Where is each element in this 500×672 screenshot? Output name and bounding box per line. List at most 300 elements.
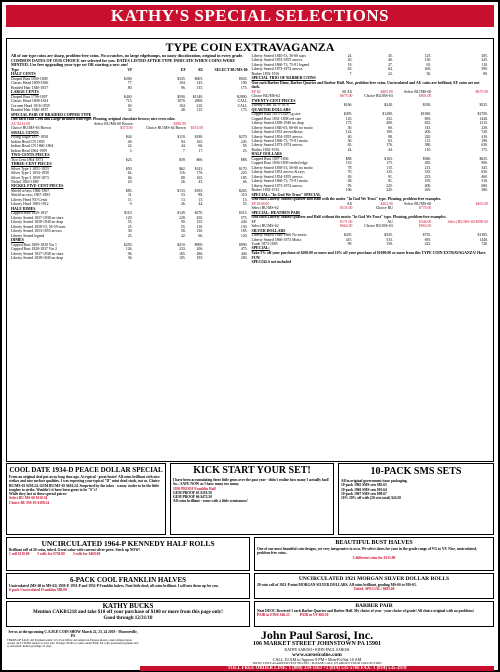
table-cell: 1215. [479, 121, 488, 126]
kick-item-4: All coins brilliant - some with a little semicameo! [173, 499, 248, 504]
table-cell: 265. [424, 67, 432, 72]
table-cell: 25. [242, 148, 248, 153]
table-cell: Braided Hair 1840-1857 [11, 108, 49, 113]
table-cell: $990. [238, 242, 248, 247]
cool-date-text: From an original deal put away long time ago. As typical - great luster! All coins brilliant with nice strikes and nice surface qualities. I was expecting your typical "D" mint dead stock, not so. Choice BU/MS-63 $230.24. GEM BU/MS-65 $610.24. Surprised by the tokes - waxay cooler to be the little tougher to strike. Wouldn't it have been great to be "S"s? [9, 475, 160, 492]
footer-hours: CALL 10 AM to Approx 9 PM • Mon-Fri/Sat 10 AM [272, 656, 362, 662]
table-cell: 9. [129, 202, 133, 207]
table-cell: 126. [125, 247, 133, 252]
footer-call-line: WANT LISTS AGGRESSIVELY FILLED • PLEASE CALL US ABOUT YOUR COLLECTION [252, 661, 382, 666]
table-cell: 290. [240, 256, 248, 261]
table-cell: $250. [123, 242, 133, 247]
table-cell: 460. [481, 174, 488, 179]
table-cell: 228. [179, 215, 186, 220]
morgan-price: Tubed. SPECIAL! $685.00 [353, 586, 395, 591]
table-cell: 25. [127, 224, 133, 229]
kennedy-price-1: 1 roll $110.00 [9, 552, 30, 557]
table-cell: 720. [481, 130, 488, 135]
table-cell: $110. [124, 211, 133, 216]
table-cell: 7. [182, 148, 186, 153]
table-cell: Capped Bust 1807-1836 [251, 156, 289, 161]
sms-item-2: 10-pack 1966 SMS sets $91.64 [341, 487, 387, 492]
table-cell: 65. [347, 143, 353, 148]
section-title: TWENTY-CENT PIECES [251, 98, 296, 103]
table-cell: Liberty Seated 1854-1855 arrows [251, 134, 303, 139]
table-cell: $535.00 [340, 206, 353, 211]
table-cell: 115. [424, 139, 432, 144]
table-cell: 680. [481, 183, 488, 188]
table-cell: 30. [347, 125, 353, 130]
type-coin-right-table [252, 54, 490, 264]
barber-pair-vf: PAIR in VF $68.50 [299, 613, 329, 618]
table-cell: 20. [347, 58, 353, 63]
table-cell: 13. [198, 197, 204, 202]
table-cell: Barber 1892-1916 [251, 71, 280, 76]
table-cell: 64. [388, 67, 393, 72]
table-cell: 15. [242, 197, 248, 202]
table-row [11, 256, 249, 260]
franklin-box [6, 573, 250, 599]
table-cell: 285. [424, 161, 432, 166]
table-cell: 116. [179, 171, 186, 176]
kennedy-price-3: 3 rolls for $469.00 [72, 552, 101, 557]
section-title: SPECIAL: HEATHEN PAIR [251, 210, 300, 215]
table-cell: $88. [240, 157, 248, 162]
table-cell: $373.00 [120, 126, 133, 131]
section-title: QUARTER DOLLARS [251, 107, 291, 112]
table-cell: 145. [345, 116, 353, 121]
table-cell: 32. [127, 108, 133, 113]
table-cell: 533. [386, 237, 393, 242]
table-cell: $440. [123, 94, 133, 99]
table-cell: Capped Bust 1829-1837 [11, 211, 48, 216]
table-cell: $735. [422, 233, 432, 238]
table-cell: Liberty Head 1883-1912 [11, 202, 49, 207]
table-cell: Shield w/rays 1866-1867 [11, 189, 50, 193]
table-cell: EF [251, 219, 256, 224]
table-cell: 96. [127, 251, 133, 256]
table-cell: $625. [479, 156, 488, 161]
table-cell: 205. [481, 54, 488, 58]
kennedy-price-2: 5 rolls for $750.00 [37, 552, 65, 557]
col-bu: SELECT BU/MS-60 [214, 67, 248, 72]
type-coin-left-body [11, 72, 249, 260]
table-cell: 66. [198, 144, 204, 149]
table-cell: $270. [238, 135, 248, 140]
table-cell: 245. [386, 188, 393, 193]
table-cell: $1280. [382, 112, 393, 117]
table-cell: Capped Bust 1831-1838 red size [251, 116, 302, 121]
table-cell: 215. [424, 165, 432, 170]
table-cell: Liberty Seated 1866-73, 75-91 motto [251, 139, 308, 144]
table-cell: 53. [181, 193, 186, 198]
table-cell: 99. [347, 242, 353, 247]
table-cell: 175. [240, 85, 248, 90]
section-title: SPECIAL: "In God We Trust" SPECIAL [251, 192, 321, 197]
franklin-text: Uncirculated (MS-60 to MS-62) 1950-P, 1951-P and 1952-P Franklin halves. Neat little deal; all coins brilliant. I will mix them up for you. [9, 584, 219, 588]
table-cell: $410. [177, 242, 186, 247]
table-cell: Select BU/MS-60 Brown [94, 121, 133, 126]
table-cell: 233. [179, 247, 186, 252]
table-cell: Liberty Seated 1873-1874 arrows [251, 143, 303, 148]
table-cell: Select BU/MS-60 [404, 201, 432, 206]
table-cell: 60. [388, 125, 393, 130]
table-cell: $163. [384, 156, 393, 161]
table-cell: 115. [386, 165, 393, 170]
section-title: TWO CENTS PIECES [11, 152, 50, 157]
table-cell: CALL [237, 103, 248, 108]
table-cell: 252. [386, 116, 393, 121]
sms-item-1: 10-pack 1965 SMS sets $85.65 [341, 483, 387, 488]
table-cell: CALL [237, 99, 248, 104]
table-cell: 19. [347, 62, 353, 67]
table-cell: 26. [181, 202, 186, 207]
table-cell: $1385. [477, 233, 488, 238]
table-cell: Nickel 1865-1889 [11, 179, 39, 184]
table-cell: 210. [196, 103, 204, 108]
table-cell: 245. [481, 58, 488, 63]
table-cell: 24. [347, 147, 353, 152]
table-cell: Liberty Head NO Cents [11, 197, 48, 202]
section-title: SPECIAL: [251, 246, 270, 251]
table-cell: 110. [196, 224, 204, 229]
table-cell: Liberty Seated 1866-73, 75-91 motto [251, 179, 308, 184]
bust-halves-text: One of our most beautiful coin designs, yet very inexpensive to own. We select dates for your in the grade range of VG to VF. Nice, uncirculated, problem-free coins. [257, 547, 477, 556]
table-cell: 110. [424, 147, 432, 152]
table-cell: 220. [424, 134, 432, 139]
table-cell: Liberty Seated 1853-1855 arrows [251, 58, 303, 63]
type-coin-left-column [11, 54, 249, 264]
table-cell: 176. [386, 143, 393, 148]
table-cell: Indian Head 1864-1909 [11, 148, 48, 153]
section-title: SMALL CENTS [11, 130, 39, 135]
table-cell: 135. [196, 85, 204, 90]
col-ef: EF [180, 67, 186, 72]
franklin-price: 6-pack Uncirculated Franklins $88.00 [9, 588, 67, 593]
table-cell: 400. [424, 183, 432, 188]
barber-pair-title: BARBER PAIR [355, 603, 393, 609]
bust-halves-box [254, 537, 494, 571]
table-cell: 31. [127, 193, 133, 198]
barber-pair-box [254, 601, 494, 627]
morgan-title: UNCIRCULATED 1921 MORGAN SILVER DOLLAR ROLLS [298, 576, 450, 582]
table-cell: Liberty Seated 1840-1866 No motto [251, 233, 307, 238]
table-cell: 2860. [194, 99, 204, 104]
kick-item-3: GEM PROOF 66 $472.50 [173, 495, 212, 500]
table-cell: 77. [127, 81, 133, 86]
table-cell: 410. [481, 134, 488, 139]
table-cell: 26. [181, 179, 186, 184]
table-cell: Choice BU/MS-63 [364, 94, 393, 99]
cool-date-box [6, 463, 166, 535]
section-title: LARGE CENTS [11, 90, 39, 95]
kathy-bucks-line-2: Good through 12/31/18 [103, 615, 153, 621]
table-cell: 120. [240, 233, 248, 238]
table-cell: Indian Head CN 1860-1864 [11, 144, 54, 149]
table-cell: 44. [388, 147, 393, 152]
franklin-title: 6-PACK COOL FRANKLIN HALVES [69, 576, 187, 584]
table-cell: 27. [388, 62, 393, 67]
footer-company-block [140, 628, 494, 672]
cool-date-note: While they last at these special prices: [9, 492, 68, 497]
table-cell: Choice BU/MS-62 [251, 94, 281, 99]
table-cell: 40. [127, 139, 133, 144]
table-cell: 335. [424, 170, 432, 175]
table-cell: Classic Head 1808-1814 [11, 99, 49, 104]
table-cell: $200. [123, 76, 133, 81]
table-cell: 104. [179, 81, 186, 86]
table-cell: $170. [238, 166, 248, 171]
table-cell: Liberty Seated 1840-53, 56-60 stars [251, 54, 307, 58]
table-cell: Choice BU [375, 206, 393, 211]
kathy-bucks-box [6, 601, 250, 627]
table-cell: Capped Bust 1815-1828 Lg size [251, 112, 301, 117]
table-cell: $605. [194, 76, 204, 81]
table-cell: 575. [240, 215, 248, 220]
kennedy-box [6, 537, 250, 571]
table-cell: Barber 1892-1915 [251, 188, 280, 193]
footer [6, 628, 494, 672]
kick-start-title: KICK START YOUR SET! [193, 465, 311, 476]
table-cell: Liberty Seated 1853 arrows & rays [251, 170, 305, 175]
barber-pair-items [257, 613, 491, 617]
table-cell: 70. [347, 170, 353, 175]
table-cell: 42. [181, 233, 186, 238]
table-cell: $963.00 [418, 224, 432, 229]
table-cell: Select BU/MS-62 [251, 206, 279, 211]
table-cell: $551.00 [190, 126, 204, 131]
table-cell: 88. [198, 193, 204, 198]
section-title: DIMES [11, 238, 24, 243]
table-cell: 66. [127, 175, 133, 180]
table-cell: AU $214.00 [11, 121, 30, 126]
table-cell: Barber 1892-1916 [251, 147, 280, 152]
table-cell: 110. [345, 161, 353, 166]
table-cell: 695. [424, 116, 432, 121]
table-cell: 190. [481, 139, 488, 144]
table-cell: 175. [481, 147, 488, 152]
table-cell: 380. [481, 188, 488, 193]
table-cell: Liberty Seated 1873-1874 arrows [251, 183, 303, 188]
table-cell: 104. [179, 103, 186, 108]
table-cell: $2800. [237, 94, 248, 99]
table-cell: Liberty Seated 1854-1855 arrows [251, 174, 303, 179]
table-cell: 90. [181, 220, 186, 225]
table-cell: AU [387, 219, 393, 224]
table-cell: 36. [127, 256, 133, 261]
table-cell: 80. [483, 71, 488, 76]
table-cell: 66. [242, 179, 248, 184]
table-cell: $143. [194, 166, 204, 171]
table-cell: 63. [388, 139, 393, 144]
table-cell: 165. [179, 251, 186, 256]
table-cell: $149. [177, 211, 186, 216]
table-cell: 66. [198, 233, 204, 238]
section-title: SILVER DOLLARS [251, 228, 286, 233]
table-cell: $23. [125, 157, 133, 162]
table-cell: 475. [240, 247, 248, 252]
table-cell: Liberty Seated 1866-1873 Motto [251, 237, 302, 242]
table-row [252, 260, 490, 264]
sms-box [338, 463, 494, 535]
footer-names: KATHY SAROSI • JOHN PAUL SAROSI [284, 647, 350, 652]
table-cell: Choice BU/MS-63 [364, 224, 393, 229]
table-cell: Coronet Head 1816-1839 [11, 103, 50, 108]
table-cell: 129. [125, 215, 133, 220]
table-cell: Silver Type 3 1859-1873 [11, 175, 49, 180]
table-cell: Liberty Seated 1837-1838 no stars [11, 215, 64, 220]
table-cell: 30. [347, 139, 353, 144]
table-cell: 200. [424, 130, 432, 135]
table-cell: $2700. [477, 112, 488, 117]
table-cell: 95. [347, 183, 353, 188]
table-cell: 130. [196, 229, 204, 234]
col-type: Type [11, 67, 19, 72]
table-cell: $900. [194, 242, 204, 247]
table-cell: 80. [127, 85, 133, 90]
table-cell: 715. [125, 99, 133, 104]
kick-item-2: GEM PROOF 65 $118.50 [173, 490, 212, 495]
table-cell: 165. [196, 175, 204, 180]
table-cell: $133. [177, 189, 186, 193]
table-cell: $240. [384, 103, 393, 108]
sms-item-4: 10% 20% off with (20 sets total) $24.50 [341, 496, 402, 501]
table-cell: 145. [424, 125, 432, 130]
section-title: SPECIAL TRIO OF BARBER COINS [251, 76, 316, 81]
table-cell: $166. [343, 103, 353, 108]
table-cell: $675.00 [340, 94, 353, 99]
table-cell: One each Half Cent and Large Braided Hair type. Pleasing, original chocolate brown; nice even color. [11, 117, 176, 122]
table-cell: $405.00 [380, 89, 393, 94]
table-cell: 190. [240, 81, 248, 86]
table-cell: Liberty Seated 1860-73, 75-91 legend [251, 62, 310, 67]
table-cell: Liberty Seated 1837-1838 no stars [11, 251, 64, 256]
table-cell: 106. [345, 188, 353, 193]
footer-order-line: TOLL FREE ORDER LINE: 1 (800) 334-1163 [227, 666, 322, 672]
table-cell: $171.00 [340, 219, 353, 224]
kennedy-prices [9, 552, 247, 556]
type-coin-intro: All of our type coins are sharp, problem-free coins. No scratches, no large edgebumps, no nasty discoloration, original in every grade. COMMON DATES OF OUR CHOICE are selected for you. DATES LISTED AFTER TYPE INDICATE WHEN COINS WERE MINTED. Use free upgrading your type set OR starting a new one! [11, 53, 244, 68]
section-title: NICKEL FIVE-CENT PIECES [11, 184, 64, 189]
table-cell: Choice BU/MS-63 Brown [11, 126, 51, 131]
table-cell: $262.00 [380, 201, 393, 206]
table-cell: 390. [481, 67, 488, 72]
table-cell: $525. [479, 103, 488, 108]
cool-date-price-1: Select BU MS-60 $110.34 [9, 496, 48, 501]
footer-phone-bar [140, 666, 494, 671]
morgan-text: 20-coin roll of 1921-P mint MORGAN SILVER DOLLARS. All coins brilliant, grading MS-60 to MS-63. [257, 582, 417, 587]
table-cell: $435. [343, 233, 353, 238]
table-cell: 24. [347, 54, 353, 58]
kathy-bucks-title: KATHY BUCKS [102, 602, 154, 610]
table-cell: 185. [240, 229, 248, 234]
barber-pair-fine: PAIR in FINE $46.25 [257, 613, 290, 618]
table-cell: Indian Head CN 1859 [11, 139, 45, 144]
table-cell: Liberty Seated 1838-1840 no drap [251, 121, 304, 126]
table-cell: 30. [127, 229, 133, 234]
table-cell: $270. [194, 211, 204, 216]
table-cell: $495. [343, 112, 353, 117]
table-cell: $62. [179, 166, 186, 171]
table-cell: 125. [386, 170, 393, 175]
kick-item-1: 1950 PROOF Franklin Half [173, 486, 216, 491]
table-cell: 88. [181, 175, 186, 180]
table-cell: $50. [125, 166, 133, 171]
footer-address: 106 MARKET STREET JOHNSTOWN PA 15901 [252, 641, 382, 647]
table-cell: One each Barber Dime, Barber Quarter and Barber Half. Nice, problem-free coins. Uncirculated and AU coins are brilliant; EF coins are not dark. [251, 80, 480, 90]
table-cell: Select BU/MS-60 [404, 89, 432, 94]
table-cell: 440. [240, 251, 248, 256]
table-cell: 415. [345, 237, 353, 242]
table-cell: 158. [386, 242, 393, 247]
table-cell: 345. [481, 165, 488, 170]
table-cell: 81. [388, 179, 393, 184]
cool-date-title: COOL DATE 1934-D PEACE DOLLAR SPECIAL [9, 466, 163, 474]
table-cell: $545. [384, 233, 393, 238]
table-cell: 310. [481, 179, 488, 184]
type-coin-title: TYPE COIN EXTRAVAGANZA [165, 40, 335, 54]
table-cell: $44. [125, 135, 133, 140]
section-title: HALF DIMES [11, 206, 36, 211]
sms-text: All in original government issue packaging. [341, 479, 408, 483]
table-cell: EF $2 [251, 89, 261, 94]
table-cell: 49. [347, 174, 353, 179]
table-cell: $465.00 [475, 201, 488, 206]
table-cell: 78. [347, 165, 353, 170]
table-cell: 22. [127, 144, 133, 149]
table-cell: Silver Type 1 1851-1853 [11, 166, 49, 171]
table-cell: 45. [388, 54, 393, 58]
table-cell: 46. [388, 58, 393, 63]
table-cell: 100. [386, 130, 393, 135]
table-cell: $346.00 [418, 219, 432, 224]
table-cell: Classic Head 1809-1836 [11, 81, 49, 86]
table-cell: Select BU/MS-62 [251, 224, 279, 229]
table-cell: $185. [194, 189, 204, 193]
footer-web[interactable]: www.sarosicoins.com [292, 651, 342, 658]
table-cell: Trade 1873-1885 [251, 242, 278, 247]
table-cell: 122. [345, 130, 353, 135]
table-cell: 245. [240, 139, 248, 144]
table-cell: 40. [347, 134, 353, 139]
table-cell: 22. [388, 71, 393, 76]
table-cell: $39. [179, 157, 186, 162]
table-cell: 1440. [479, 116, 488, 121]
section-title: THREE-CENT PIECES [11, 162, 52, 166]
table-cell: 115. [196, 108, 204, 113]
table-cell: Twenty-Cent 1875-1878 [251, 103, 289, 108]
table-cell: 65. [347, 67, 353, 72]
table-cell: Liberty Seated 1853-1855 arrows [11, 229, 62, 234]
table-cell: $770.00 [418, 206, 432, 211]
table-cell: $85. [125, 189, 133, 193]
table-cell: Liberty Seated 1873-1874 arrows [251, 67, 303, 72]
table-cell: 230. [481, 125, 488, 130]
table-cell: 225. [424, 242, 432, 247]
table-cell: $1340. [192, 94, 204, 99]
table-cell: Braided Hair 1840-1857 [11, 85, 49, 90]
table-cell: Liberty Seated 1853 arrows&rays [251, 130, 303, 135]
table-cell: 225. [424, 174, 432, 179]
table-cell: 58. [181, 229, 186, 234]
table-cell: $662.00 [340, 224, 353, 229]
sms-item-3: 10-pack 1967 SMS sets $99.67 [341, 491, 387, 496]
table-cell: Capped Bust 1836-1839 reeded edge [251, 161, 308, 166]
table-cell: 145. [196, 81, 204, 86]
table-cell: $590. [177, 94, 186, 99]
table-cell: 13. [181, 197, 186, 202]
section-title: HALF CENTS [11, 72, 36, 77]
